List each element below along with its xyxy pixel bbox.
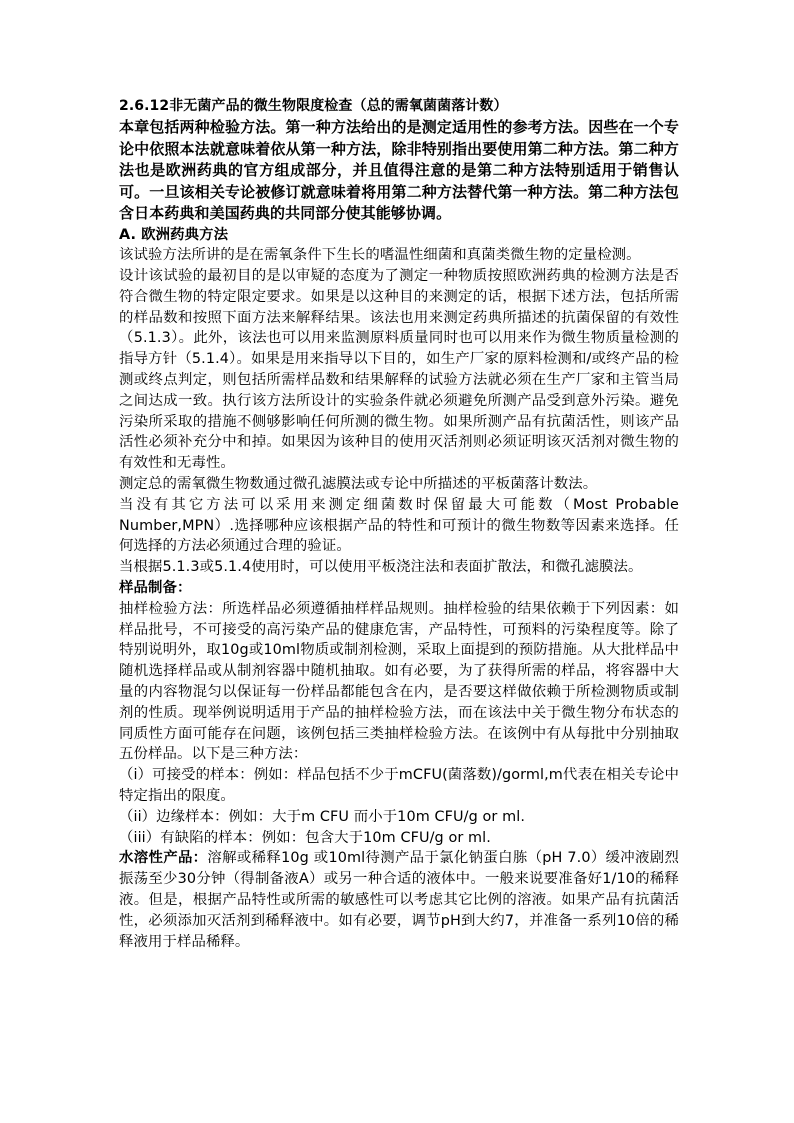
paragraph-design: 设计该试验的最初目的是以审疑的态度为了测定一种物质按照欧洲药典的检测方法是否符合微生物的特定限定要求。如果是以这种目的来测定的话，根据下述方法，包括所需的样品数和按照下面方法来解释结果。该法也用来测定药典所描述的抗菌保留的有效性（5.1.3）。此外，该法也可以用来监测原料质量同时也可以用来作为微生物质量检测的指导方针（5.1.4）。如果是用来指导以下目的，如生产厂家的原料检测和/或终产品的检测或终点判定，则包括所需样品数和结果解释的试验方法就必须在生产厂家和主管当局之间达成一致。执行该方法所设计的实验条件就必须避免所测产品受到意外污染。避免污染所采取的措施不侧够影响任何所测的微生物。如果所测产品有抗菌活性，则该产品活性必须补充分中和掉。如果因为该种目的使用灭活剂则必须证明该灭活剂对微生物的有效性和无毒性。 [119,268,679,472]
list-item-marginal: （ii）边缘样本：例如：大于m CFU 而小于10m CFU/g or ml. [119,808,525,825]
water-soluble-label: 水溶性产品： [119,850,208,867]
document-page [119,95,679,952]
intro-paragraph: 本章包括两种检验方法。第一种方法给出的是测定适用性的参考方法。因些在一个专论中依照本法就意味着依从第一种方法，除非特别指出要使用第二种方法。第二种方法也是欧洲药典的官方组成部分，并且值得注意的是第二种方法特别适用于销售认可。一旦该相关专论被修订就意味着将用第二种方法替代第一种方法。第二种方法包含日本药典和美国药典的共同部分使其能够协调。 [119,118,679,222]
section-heading-a: A. 欧洲药典方法 [119,226,229,243]
document-title: 2.6.12非无菌产品的微生物限度检查（总的需氧菌菌落计数） [119,98,508,114]
paragraph-usage: 当根据5.1.3或5.1.4使用时，可以使用平板浇注法和表面扩散法，和微孔滤膜法。 [119,559,643,576]
sample-prep-heading: 样品制备： [119,580,192,597]
paragraph-scope: 该试验方法所讲的是在需氧条件下生长的嗜温性细菌和真菌类微生物的定量检测。 [119,247,641,264]
paragraph-sampling: 抽样检验方法：所选样品必须遵循抽样样品规则。抽样检验的结果依赖于下列因素：如样品批号，不可接受的高污染产品的健康危害，产品特性，可预料的污染程度等。除了特别说明外，取10g或10ml物质或制剂检测，采取上面提到的预防措施。从大批样品中随机选择样品或从制剂容器中随机抽取。如有必要，为了获得所需的样品，将容器中大量的内容物混匀以保证每一份样品都能包含在内，是否要这样做依赖于所检测物质或制剂的性质。现举例说明适用于产品的抽样检验方法，而在该法中关于微生物分布状态的同质性方面可能存在问题，该例包括三类抽样检验方法。在该例中有从每批中分别抽取五份样品。以下是三种方法： [119,600,679,763]
paragraph-water-soluble [119,848,679,952]
list-item-defective: （iii）有缺陷的样本：例如：包含大于10m CFU/g or ml. [119,829,491,846]
paragraph-methods: 测定总的需氧微生物数通过微孔滤膜法或专论中所描述的平板菌落计数法。 [119,476,598,493]
water-soluble-text: 溶解或稀释10g 或10ml待测产品于氯化钠蛋白胨（pH 7.0）缓冲液剧烈振荡至少30分钟（得制备液A）或另一种合适的液体中。一般来说要准备好1/10的稀释液。但是，根据产品特性或所需的敏感性可以考虑其它比例的溶液。如果产品有抗菌活性，必须添加灭活剂到稀释液中。如有必要，调节pH到大约7，并准备一系列10倍的稀释液用于样品稀释。 [119,850,679,950]
list-item-acceptable: （i）可接受的样本：例如：样品包括不少于mCFU(菌落数)/gorml,m代表在相关专论中特定指出的限度。 [119,767,679,805]
paragraph-mpn: 当没有其它方法可以采用来测定细菌数时保留最大可能数（Most Probable Number,MPN）.选择哪种应该根据产品的特性和可预计的微生物数等因素来选择。任何选择的方法必须通过合理的验证。 [119,496,679,555]
